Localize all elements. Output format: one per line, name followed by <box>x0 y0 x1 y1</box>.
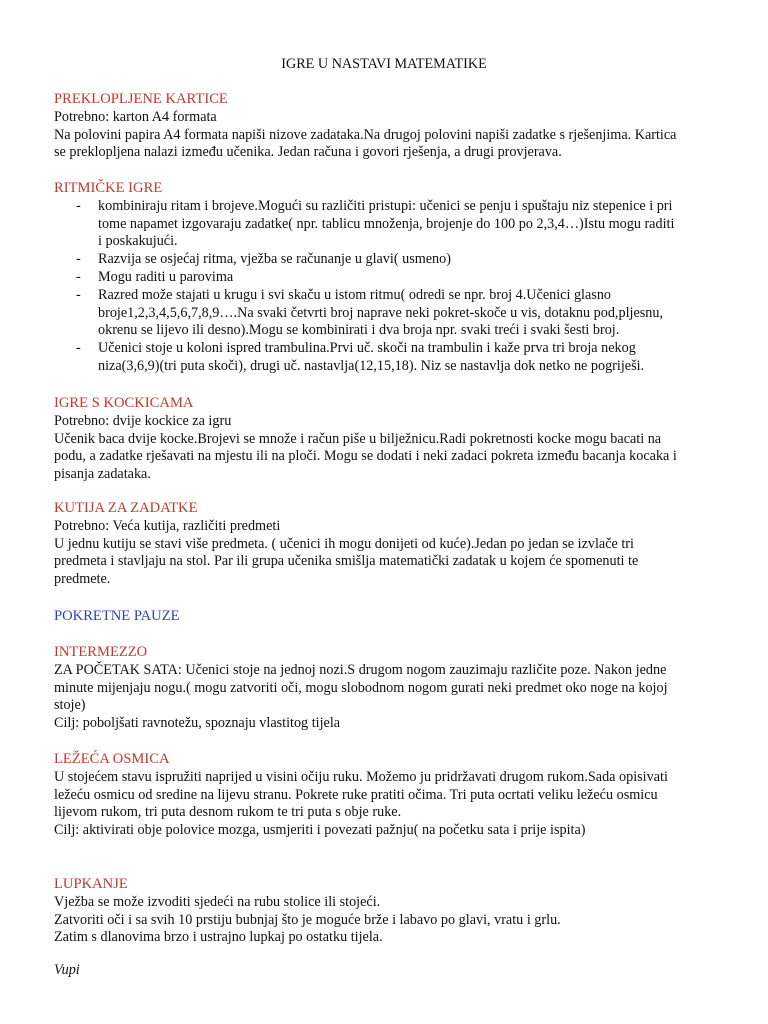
section-pokretne-pauze <box>54 608 734 626</box>
section-preklopljene-kartice <box>54 91 734 162</box>
text-line: stoje) <box>54 697 86 714</box>
section-lezeca-osmica <box>54 751 734 840</box>
section-intermezzo <box>54 644 734 733</box>
document-title: IGRE U NASTAVI MATEMATIKE <box>281 56 487 72</box>
section-heading: LUPKANJE <box>54 876 128 892</box>
dash-bullet: - <box>76 340 81 357</box>
text-line: Učenici stoje u koloni ispred trambulina.Prvi uč. skoči na trambulin i kaže prva tri broja nekog <box>98 340 636 357</box>
list-item <box>54 251 734 269</box>
text-line: U jednu kutiju se stavi više predmeta. ( učenici ih mogu donijeti od kuće).Jedan po jedan se izvlače tri <box>54 535 634 552</box>
section-kutija-za-zadatke <box>54 500 734 589</box>
bullet-list <box>54 198 734 376</box>
text-line: Zatvoriti oči i sa svih 10 prstiju bubnjaj što je moguće brže i labavo po glavi, vratu i grlu. <box>54 911 561 928</box>
text-line: U stojećem stavu ispružiti naprijed u visini očiju ruku. Možemo ju pridržavati drugom rukom.Sada opisivati <box>54 768 668 785</box>
section-heading: IGRE S KOCKICAMA <box>54 395 194 411</box>
section-lupkanje <box>54 876 734 947</box>
section-heading: PREKLOPLJENE KARTICE <box>54 91 228 107</box>
text-line: predmeta i stavljaju na stol. Par ili grupa učenika smišlja matematički zadatak u kojem će spomenuti te <box>54 553 639 570</box>
text-line: Mogu raditi u parovima <box>98 268 234 285</box>
section-heading: KUTIJA ZA ZADATKE <box>54 500 198 516</box>
text-line: tome napamet izgovaraju zadatke( npr. tablicu množenja, brojenje do 100 po 2,3,4…)Istu mogu raditi <box>98 215 675 232</box>
text-line: Na polovini papira A4 formata napiši nizove zadataka.Na drugoj polovini napiši zadatke s rješenjima. Kartica <box>54 126 677 143</box>
signature: Vupi <box>54 962 80 978</box>
text-line: broje1,2,3,4,5,6,7,8,9….Na svaki četvrti broj naprave neki pokret-skoče u vis, dotaknu pod,pljesnu, <box>98 304 664 321</box>
text-line: podu, a zadatke rješavati na mjestu ili na ploči. Mogu se dodati i neki zadaci pokreta između bacanja kocaka i <box>54 448 677 465</box>
section-heading: POKRETNE PAUZE <box>54 608 180 624</box>
text-line: Potrebno: dvije kockice za igru <box>54 412 232 429</box>
text-line: kombiniraju ritam i brojeve.Mogući su različiti pristupi: učenici se penju i spuštaju niz stepenice i pri <box>98 197 673 214</box>
dash-bullet: - <box>76 268 81 285</box>
section-heading: INTERMEZZO <box>54 644 148 660</box>
section-heading: RITMIČKE IGRE <box>54 180 163 196</box>
text-line: minute mijenjaju nogu.( mogu zatvoriti oči, mogu slobodnom nogom gurati neki predmet oko noge na kojoj <box>54 679 668 696</box>
text-line: Potrebno: Veća kutija, različiti predmeti <box>54 517 281 534</box>
text-line: Cilj: aktivirati obje polovice mozga, usmjeriti i povezati pažnju( na početku sata i prije ispita) <box>54 822 586 839</box>
text-line: se preklopljena nalazi između učenika. Jedan računa i govori rješenja, a drugi provjerava. <box>54 144 562 161</box>
dash-bullet: - <box>76 251 81 268</box>
list-item <box>54 287 734 340</box>
list-item <box>54 198 734 251</box>
text-line: Vježba se može izvoditi sjedeći na rubu stolice ili stojeći. <box>54 893 381 910</box>
dash-bullet: - <box>76 197 81 214</box>
text-line: Razvija se osjećaj ritma, vježba se računanje u glavi( usmeno) <box>98 251 451 268</box>
text-line: Cilj: poboljšati ravnotežu, spoznaju vlastitog tijela <box>54 715 341 732</box>
text-line: pisanja zadataka. <box>54 466 151 483</box>
text-line: i poskakujući. <box>98 233 178 250</box>
list-item <box>54 340 734 376</box>
text-line: Učenik baca dvije kocke.Brojevi se množe i račun piše u bilježnicu.Radi pokretnosti kocke mogu bacati na <box>54 430 662 447</box>
text-line: predmete. <box>54 571 111 588</box>
text-line: ležeću osmicu od sredine na lijevu stranu. Pokrete ruke pratiti očima. Tri puta ocrtati veliku ležeću osmicu <box>54 786 658 803</box>
text-line: lijevom rukom, tri puta desnom rukom te tri puta s obje ruke. <box>54 804 402 821</box>
text-line: okrenu se lijevo ili desno).Mogu se kombinirati i dva broja npr. svaki treći i svaki šesti broj. <box>98 322 620 339</box>
list-item <box>54 269 734 287</box>
dash-bullet: - <box>76 286 81 303</box>
text-line: Zatim s dlanovima brzo i ustrajno lupkaj po ostatku tijela. <box>54 929 383 946</box>
text-line: niza(3,6,9)(tri puta skoči), drugi uč. nastavlja(12,15,18). Niz se nastavlja dok netko ne pogriješi. <box>98 357 645 374</box>
section-ritmicke-igre <box>54 180 734 376</box>
section-igre-s-kockicama <box>54 395 734 484</box>
text-line: Potrebno: karton A4 formata <box>54 108 217 125</box>
text-line: Razred može stajati u krugu i svi skaču u istom ritmu( odredi se npr. broj 4.Učenici glasno <box>98 286 612 303</box>
text-line: ZA POČETAK SATA: Učenici stoje na jednoj nozi.S drugom nogom zauzimaju različite poze. Nakon jedne <box>54 661 667 678</box>
section-heading: LEŽEĆA OSMICA <box>54 751 170 767</box>
